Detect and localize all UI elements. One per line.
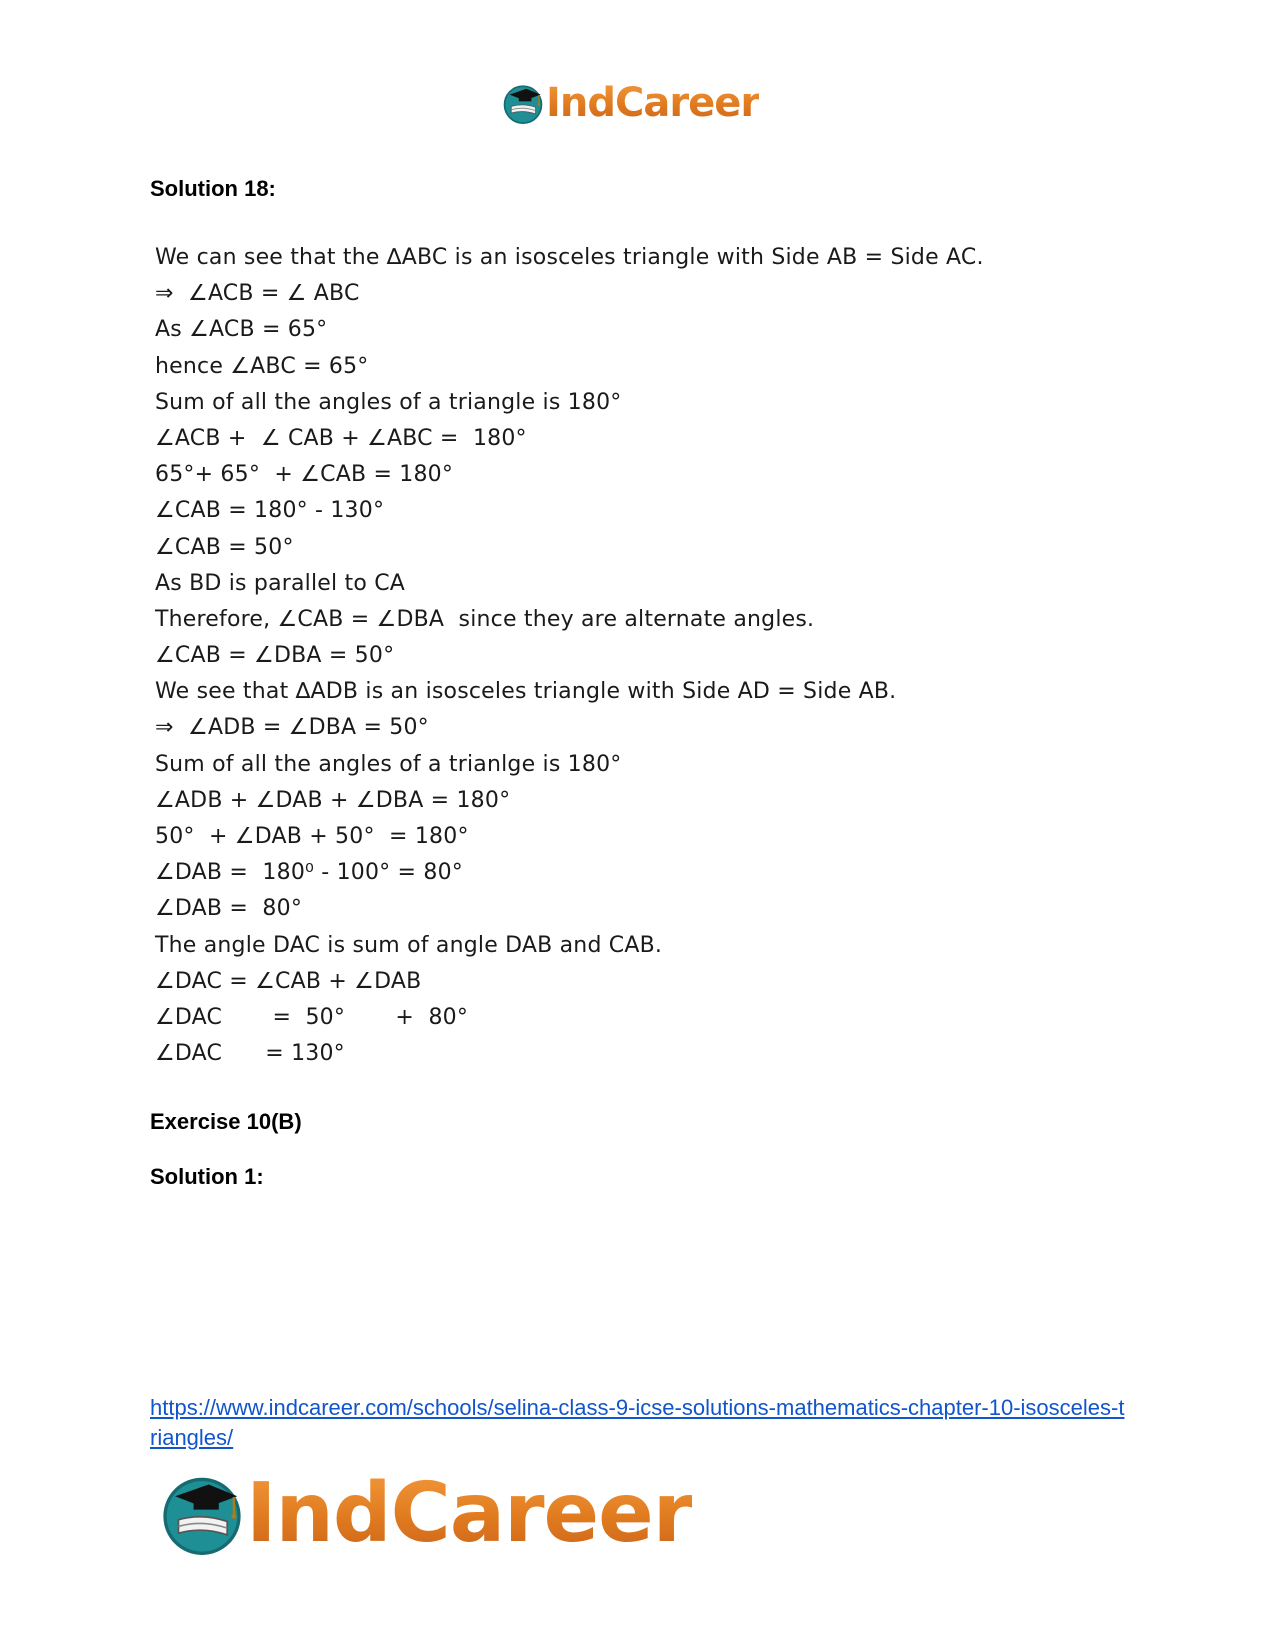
globe-book-graduation-cap-icon bbox=[160, 1471, 244, 1555]
solution-line: 65°+ 65° + ∠CAB = 180° bbox=[155, 462, 454, 488]
solution-line: As BD is parallel to CA bbox=[155, 570, 406, 596]
solution-line: We can see that the ∆ABC is an isosceles triangle with Side AB = Side AC. bbox=[155, 245, 984, 270]
solution-line: ⇒ ∠ACB = ∠ ABC bbox=[155, 281, 360, 307]
solution-line: ∠CAB = 50° bbox=[155, 534, 294, 560]
solution-1-heading: Solution 1: bbox=[150, 1164, 264, 1189]
solution-line: 50° + ∠DAB + 50° = 180° bbox=[155, 824, 469, 849]
header-logo-text: IndCareer bbox=[546, 80, 760, 126]
solution-line: Therefore, ∠CAB = ∠DBA since they are alternate angles. bbox=[155, 606, 815, 632]
header-logo bbox=[502, 78, 759, 128]
source-link[interactable]: https://www.indcareer.com/schools/selina-class-9-icse-solutions-mathematics-chapter-10-isosceles-triangles/ bbox=[150, 1395, 1125, 1450]
globe-book-graduation-cap-icon bbox=[502, 82, 544, 124]
solution-line: The angle DAC is sum of angle DAB and CAB. bbox=[155, 932, 663, 958]
solution-line: ∠ADB + ∠DAB + ∠DBA = 180° bbox=[155, 787, 511, 813]
solution-line: ∠DAC = 50° + 80° bbox=[155, 1004, 469, 1030]
solution-18-steps bbox=[155, 240, 1055, 1072]
solution-line: ∠CAB = 180° - 130° bbox=[155, 498, 385, 524]
solution-line: hence ∠ABC = 65° bbox=[155, 353, 369, 379]
solution-line: ⇒ ∠ADB = ∠DBA = 50° bbox=[155, 715, 429, 741]
solution-line: ∠CAB = ∠DBA = 50° bbox=[155, 643, 395, 669]
exercise-heading: Exercise 10(B) bbox=[150, 1109, 302, 1134]
solution-line: Sum of all the angles of a triangle is 180° bbox=[155, 389, 622, 415]
solution-line: Sum of all the angles of a trianlge is 180° bbox=[155, 751, 622, 777]
footer-logo-text: IndCareer bbox=[246, 1465, 693, 1561]
solution-line: As ∠ACB = 65° bbox=[155, 317, 328, 343]
solution-line: ∠DAB = 180⁰ - 100° = 80° bbox=[155, 860, 463, 886]
footer-logo bbox=[160, 1465, 693, 1561]
solution-line: ∠DAC = 130° bbox=[155, 1041, 345, 1067]
solution-18-heading: Solution 18: bbox=[150, 176, 276, 201]
solution-line: ∠DAC = ∠CAB + ∠DAB bbox=[155, 968, 422, 994]
solution-line: ∠DAB = 80° bbox=[155, 896, 303, 922]
solution-line: ∠ACB + ∠ CAB + ∠ABC = 180° bbox=[155, 425, 527, 451]
solution-line: We see that ∆ADB is an isosceles triangle with Side AD = Side AB. bbox=[155, 679, 897, 705]
